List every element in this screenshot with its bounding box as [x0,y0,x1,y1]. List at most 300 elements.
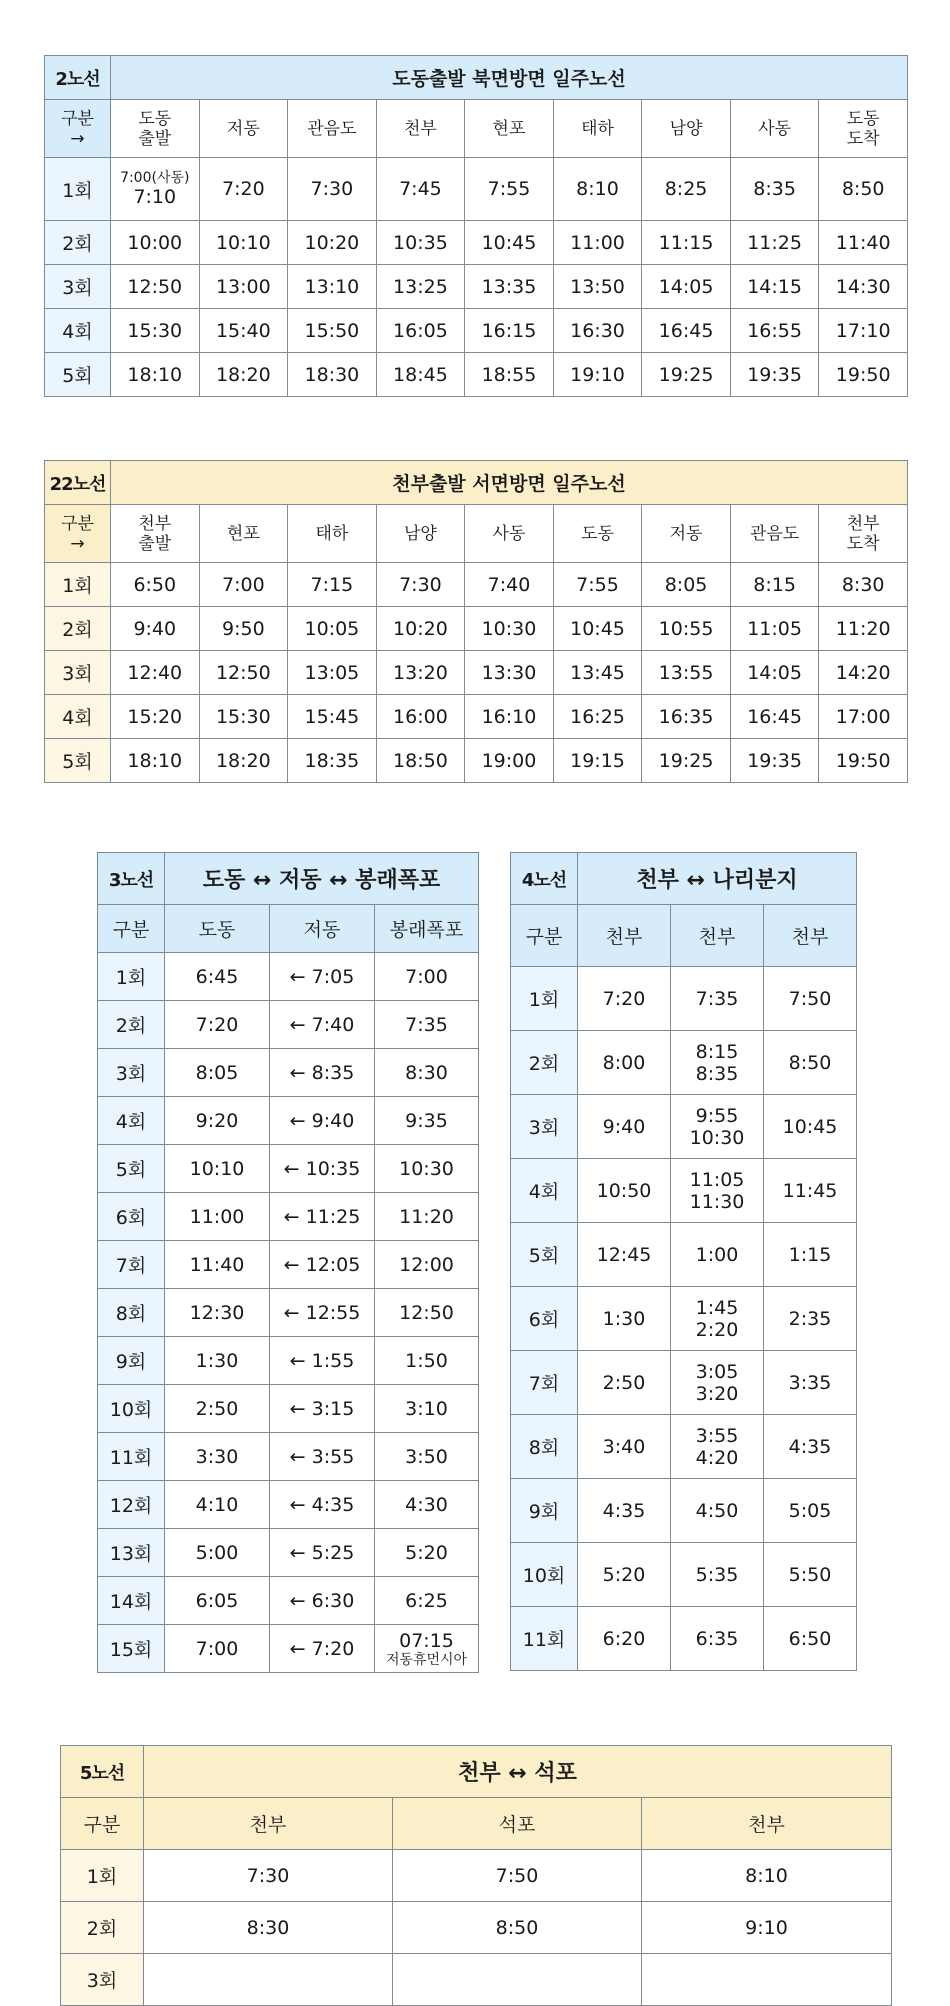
time-cell: 7:00 [199,563,288,607]
time-cell: 15:30 [111,309,200,353]
time-cell: 5:20 [578,1543,671,1607]
time-cell: 11:05 11:30 [671,1159,764,1223]
time-cell: ← 8:35 [270,1049,375,1097]
table-row [511,1543,857,1607]
time-cell: 15:40 [199,309,288,353]
route22-stop: 저동 [642,505,731,563]
table-row [45,651,908,695]
table-row [61,1954,892,2006]
table-row [98,1097,479,1145]
route2-stop: 현포 [465,100,554,158]
row-label: 10회 [511,1543,578,1607]
time-cell: 19:35 [730,739,819,783]
time-cell: ← 3:15 [270,1385,375,1433]
header-cell: 천부 [764,905,857,967]
time-cell: ← 6:30 [270,1577,375,1625]
time-cell: 10:05 [288,607,377,651]
row-label: 2회 [98,1001,165,1049]
time-cell: 6:35 [671,1607,764,1671]
time-cell: 7:00 [165,1625,270,1673]
time-cell: 14:05 [642,265,731,309]
time-cell: 8:00 [578,1031,671,1095]
row-label: 9회 [511,1479,578,1543]
time-cell: 4:30 [375,1481,479,1529]
table-row [45,695,908,739]
route22-stop: 관음도 [730,505,819,563]
time-cell: 8:30 [375,1049,479,1097]
time-cell: 12:45 [578,1223,671,1287]
time-cell: 7:20 [165,1001,270,1049]
row-label: 8회 [98,1289,165,1337]
time-cell: ← 11:25 [270,1193,375,1241]
table-row [511,1159,857,1223]
time-cell: 3:50 [375,1433,479,1481]
table-row [98,1145,479,1193]
time-cell: 16:25 [553,695,642,739]
time-cell: 12:50 [111,265,200,309]
time-cell: 18:20 [199,353,288,397]
time-cell: 13:45 [553,651,642,695]
time-note: 저동휴먼시아 [385,1651,468,1668]
time-cell: ← 3:55 [270,1433,375,1481]
time-cell: 18:50 [376,739,465,783]
table-row [45,158,908,221]
table-row [98,1193,479,1241]
row-label: 4회 [45,695,111,739]
time-cell: 13:55 [642,651,731,695]
time-cell: 8:05 [642,563,731,607]
time-cell: 13:05 [288,651,377,695]
table-row [98,1481,479,1529]
time-cell: 10:45 [553,607,642,651]
time-cell: 18:55 [465,353,554,397]
header-cell: 도동 [165,905,270,953]
time-cell: 3:10 [375,1385,479,1433]
time-cell: 11:40 [165,1241,270,1289]
time-cell: ← 10:35 [270,1145,375,1193]
route2-stop: 태하 [553,100,642,158]
time-cell: 14:30 [819,265,908,309]
time-cell: 6:50 [111,563,200,607]
header-cell: 구분 [98,905,165,953]
time-cell: 19:50 [819,353,908,397]
time-cell: 13:00 [199,265,288,309]
time-cell: 19:25 [642,353,731,397]
time-cell: 4:10 [165,1481,270,1529]
time-cell: 7:40 [465,563,554,607]
time-cell: 10:35 [376,221,465,265]
route22-stop: 태하 [288,505,377,563]
time-cell: 5:35 [671,1543,764,1607]
route5-title: 천부 ↔ 석포 [144,1746,892,1798]
time-cell: 5:50 [764,1543,857,1607]
table-row [98,1337,479,1385]
table-row [98,1001,479,1049]
row-label: 3회 [61,1954,144,2006]
table-row [45,353,908,397]
time-cell: 8:10 [553,158,642,221]
time-cell: 13:35 [465,265,554,309]
time-cell: 18:20 [199,739,288,783]
row-label: 2회 [45,607,111,651]
time-cell: 14:05 [730,651,819,695]
row-label: 8회 [511,1415,578,1479]
route3-title: 도동 ↔ 저동 ↔ 봉래폭포 [165,853,479,905]
table-row [98,1049,479,1097]
time-cell: 10:45 [465,221,554,265]
time-cell: 8:50 [764,1031,857,1095]
time-cell: 2:50 [578,1351,671,1415]
row-label: 9회 [98,1337,165,1385]
table-row [511,1351,857,1415]
time-cell: 13:20 [376,651,465,695]
header-cell: 천부 [144,1798,393,1850]
row-label: 11회 [511,1607,578,1671]
row-label: 4회 [45,309,111,353]
table-row [61,1850,892,1902]
time-cell: 10:55 [642,607,731,651]
time-cell: 1:00 [671,1223,764,1287]
table-row [511,1479,857,1543]
time-cell: ← 12:55 [270,1289,375,1337]
table-row [45,221,908,265]
time-cell: 12:40 [111,651,200,695]
time-cell: 10:10 [165,1145,270,1193]
time-cell: 10:00 [111,221,200,265]
table-row [98,953,479,1001]
time-cell: 19:10 [553,353,642,397]
route4-timetable [510,852,857,1671]
row-label: 3회 [511,1095,578,1159]
route5-label: 5노선 [61,1746,144,1798]
time-cell: 8:15 [730,563,819,607]
time-cell: 7:45 [376,158,465,221]
time-cell: 2:35 [764,1287,857,1351]
time-cell: 9:20 [165,1097,270,1145]
table-row [98,1529,479,1577]
time-cell: 19:00 [465,739,554,783]
time-cell: 9:50 [199,607,288,651]
table-row [45,309,908,353]
time-cell: 10:30 [465,607,554,651]
time-cell: 14:15 [730,265,819,309]
route22-corner: 구분 → [45,505,111,563]
row-label: 14회 [98,1577,165,1625]
time-cell: 13:50 [553,265,642,309]
time-cell: 9:10 [642,1902,892,1954]
time-cell: 7:30 [288,158,377,221]
table-row [511,967,857,1031]
route2-stop: 사동 [730,100,819,158]
route22-stop: 남양 [376,505,465,563]
time-cell: 19:50 [819,739,908,783]
time-cell: 15:30 [199,695,288,739]
route2-stop: 저동 [199,100,288,158]
route22-title: 천부출발 서면방면 일주노선 [111,461,908,505]
table-row [98,1385,479,1433]
time-cell: 7:30 [376,563,465,607]
table-row [511,1223,857,1287]
time-cell: 13:10 [288,265,377,309]
time-cell: 1:30 [578,1287,671,1351]
time-cell: 7:20 [578,967,671,1031]
table-row [45,265,908,309]
time-cell: 07:15 저동휴먼시아 [375,1625,479,1673]
time-cell: 8:05 [165,1049,270,1097]
time-cell: 4:50 [671,1479,764,1543]
route2-title: 도동출발 북면방면 일주노선 [111,56,908,100]
route2-stop: 도동 출발 [111,100,200,158]
route4-title: 천부 ↔ 나리분지 [578,853,857,905]
time-cell: 16:00 [376,695,465,739]
time-cell: 6:05 [165,1577,270,1625]
time-cell: 4:35 [578,1479,671,1543]
time-cell [393,1954,642,2006]
time-cell: 4:35 [764,1415,857,1479]
time-cell: 7:20 [199,158,288,221]
time-cell: 17:00 [819,695,908,739]
row-label: 5회 [511,1223,578,1287]
route2-stop: 남양 [642,100,731,158]
time-cell: 11:40 [819,221,908,265]
route2-stop: 천부 [376,100,465,158]
time-cell: 10:20 [376,607,465,651]
header-cell: 구분 [511,905,578,967]
row-label: 4회 [98,1097,165,1145]
time-cell: 8:35 [730,158,819,221]
time-cell: 7:55 [553,563,642,607]
time-cell: 6:45 [165,953,270,1001]
time-cell: 6:50 [764,1607,857,1671]
time-cell [642,1954,892,2006]
time-cell: 8:30 [144,1902,393,1954]
time-cell: 3:30 [165,1433,270,1481]
row-label: 7회 [511,1351,578,1415]
time-cell: 7:50 [764,967,857,1031]
row-label: 7회 [98,1241,165,1289]
route22-timetable [44,460,908,783]
time-cell: 3:55 4:20 [671,1415,764,1479]
time-cell: 18:10 [111,739,200,783]
time-cell: 8:30 [819,563,908,607]
time-cell: 8:50 [393,1902,642,1954]
time-cell: 18:30 [288,353,377,397]
time-cell: 7:00 [375,953,479,1001]
table-row [511,1031,857,1095]
time-cell: 11:20 [819,607,908,651]
time-cell: 3:35 [764,1351,857,1415]
time-cell: 7:00(사동) 7:10 [111,158,200,221]
route22-label: 22노선 [45,461,111,505]
time-cell: 1:30 [165,1337,270,1385]
table-row [511,1095,857,1159]
time-cell: 11:00 [553,221,642,265]
row-label: 10회 [98,1385,165,1433]
time-cell: ← 7:40 [270,1001,375,1049]
table-row [98,1577,479,1625]
route4-label: 4노선 [511,853,578,905]
time-cell: 7:35 [671,967,764,1031]
time-cell: 16:10 [465,695,554,739]
time-cell: 10:50 [578,1159,671,1223]
time-cell: 7:35 [375,1001,479,1049]
route2-timetable [44,55,908,397]
route22-stop: 천부 출발 [111,505,200,563]
route3-label: 3노선 [98,853,165,905]
row-label: 15회 [98,1625,165,1673]
time-cell: ← 12:05 [270,1241,375,1289]
time-cell: 19:25 [642,739,731,783]
time-cell: ← 7:20 [270,1625,375,1673]
time-cell: 3:05 3:20 [671,1351,764,1415]
time-cell: 8:50 [819,158,908,221]
table-row [61,1902,892,1954]
time-cell: 13:25 [376,265,465,309]
table-row [511,1415,857,1479]
time-cell: 11:00 [165,1193,270,1241]
time-cell: ← 5:25 [270,1529,375,1577]
table-row [98,1289,479,1337]
time-cell: 16:05 [376,309,465,353]
table-row [511,1287,857,1351]
route5-timetable [60,1745,892,2006]
route2-stop: 도동 도착 [819,100,908,158]
header-cell: 석포 [393,1798,642,1850]
row-label: 12회 [98,1481,165,1529]
route22-stop: 도동 [553,505,642,563]
time-cell: 11:25 [730,221,819,265]
time-cell: 19:35 [730,353,819,397]
time-cell: 15:20 [111,695,200,739]
time-cell: 7:55 [465,158,554,221]
row-label: 3회 [45,265,111,309]
time-cell: 15:45 [288,695,377,739]
row-label: 5회 [98,1145,165,1193]
time-cell: 1:45 2:20 [671,1287,764,1351]
header-cell: 천부 [671,905,764,967]
time-cell: 2:50 [165,1385,270,1433]
time-cell: 8:10 [642,1850,892,1902]
row-label: 1회 [98,953,165,1001]
time-cell: 12:00 [375,1241,479,1289]
time-cell: 11:05 [730,607,819,651]
row-label: 6회 [511,1287,578,1351]
time-cell: 7:30 [144,1850,393,1902]
table-row [98,1241,479,1289]
row-label: 5회 [45,353,111,397]
time-cell: 18:35 [288,739,377,783]
time-cell: 16:15 [465,309,554,353]
time-cell: 8:15 8:35 [671,1031,764,1095]
time-cell: 6:20 [578,1607,671,1671]
time-cell: ← 7:05 [270,953,375,1001]
time-cell: 10:20 [288,221,377,265]
time-cell: 1:50 [375,1337,479,1385]
time-cell: 12:30 [165,1289,270,1337]
time-cell: 10:30 [375,1145,479,1193]
time-cell: 16:35 [642,695,731,739]
time-cell: 11:15 [642,221,731,265]
row-label: 3회 [45,651,111,695]
row-label: 1회 [511,967,578,1031]
header-cell: 천부 [642,1798,892,1850]
time-cell: 11:20 [375,1193,479,1241]
table-row [98,1433,479,1481]
route2-corner: 구분 → [45,100,111,158]
time-cell: ← 4:35 [270,1481,375,1529]
time-cell: 10:45 [764,1095,857,1159]
time-cell: 5:05 [764,1479,857,1543]
row-label: 11회 [98,1433,165,1481]
row-label: 2회 [45,221,111,265]
time-cell: 6:25 [375,1577,479,1625]
row-label: 1회 [61,1850,144,1902]
time-cell: 16:30 [553,309,642,353]
table-row [45,739,908,783]
time-cell: 7:50 [393,1850,642,1902]
time-cell: ← 1:55 [270,1337,375,1385]
time-cell: 18:45 [376,353,465,397]
time-cell: 12:50 [199,651,288,695]
header-cell: 저동 [270,905,375,953]
table-row [511,1607,857,1671]
table-row [45,607,908,651]
time-cell: 9:40 [111,607,200,651]
row-label: 6회 [98,1193,165,1241]
time-cell: 16:55 [730,309,819,353]
row-label: 3회 [98,1049,165,1097]
route3-timetable [97,852,479,1673]
time-cell: 17:10 [819,309,908,353]
row-label: 1회 [45,158,111,221]
time-cell: 11:45 [764,1159,857,1223]
row-label: 2회 [511,1031,578,1095]
route2-label: 2노선 [45,56,111,100]
time-cell: ← 9:40 [270,1097,375,1145]
route22-stop: 사동 [465,505,554,563]
time-cell: 1:15 [764,1223,857,1287]
time-cell: 16:45 [642,309,731,353]
time-cell: 12:50 [375,1289,479,1337]
header-cell: 천부 [578,905,671,967]
time-cell: 15:50 [288,309,377,353]
time-cell: 3:40 [578,1415,671,1479]
time-cell: 18:10 [111,353,200,397]
time-cell: 9:35 [375,1097,479,1145]
time-cell: 7:15 [288,563,377,607]
row-label: 2회 [61,1902,144,1954]
time-cell: 9:40 [578,1095,671,1159]
table-row [98,1625,479,1673]
time-cell: 13:30 [465,651,554,695]
header-cell: 봉래폭포 [375,905,479,953]
row-label: 13회 [98,1529,165,1577]
time-cell: 10:10 [199,221,288,265]
time-cell: 14:20 [819,651,908,695]
time-cell: 9:55 10:30 [671,1095,764,1159]
route22-stop: 현포 [199,505,288,563]
table-row [45,563,908,607]
time-cell: 16:45 [730,695,819,739]
time-cell: 5:20 [375,1529,479,1577]
time-cell: 5:00 [165,1529,270,1577]
route2-stop: 관음도 [288,100,377,158]
header-cell: 구분 [61,1798,144,1850]
time-cell: 8:25 [642,158,731,221]
time-cell [144,1954,393,2006]
row-label: 5회 [45,739,111,783]
route22-stop: 천부 도착 [819,505,908,563]
